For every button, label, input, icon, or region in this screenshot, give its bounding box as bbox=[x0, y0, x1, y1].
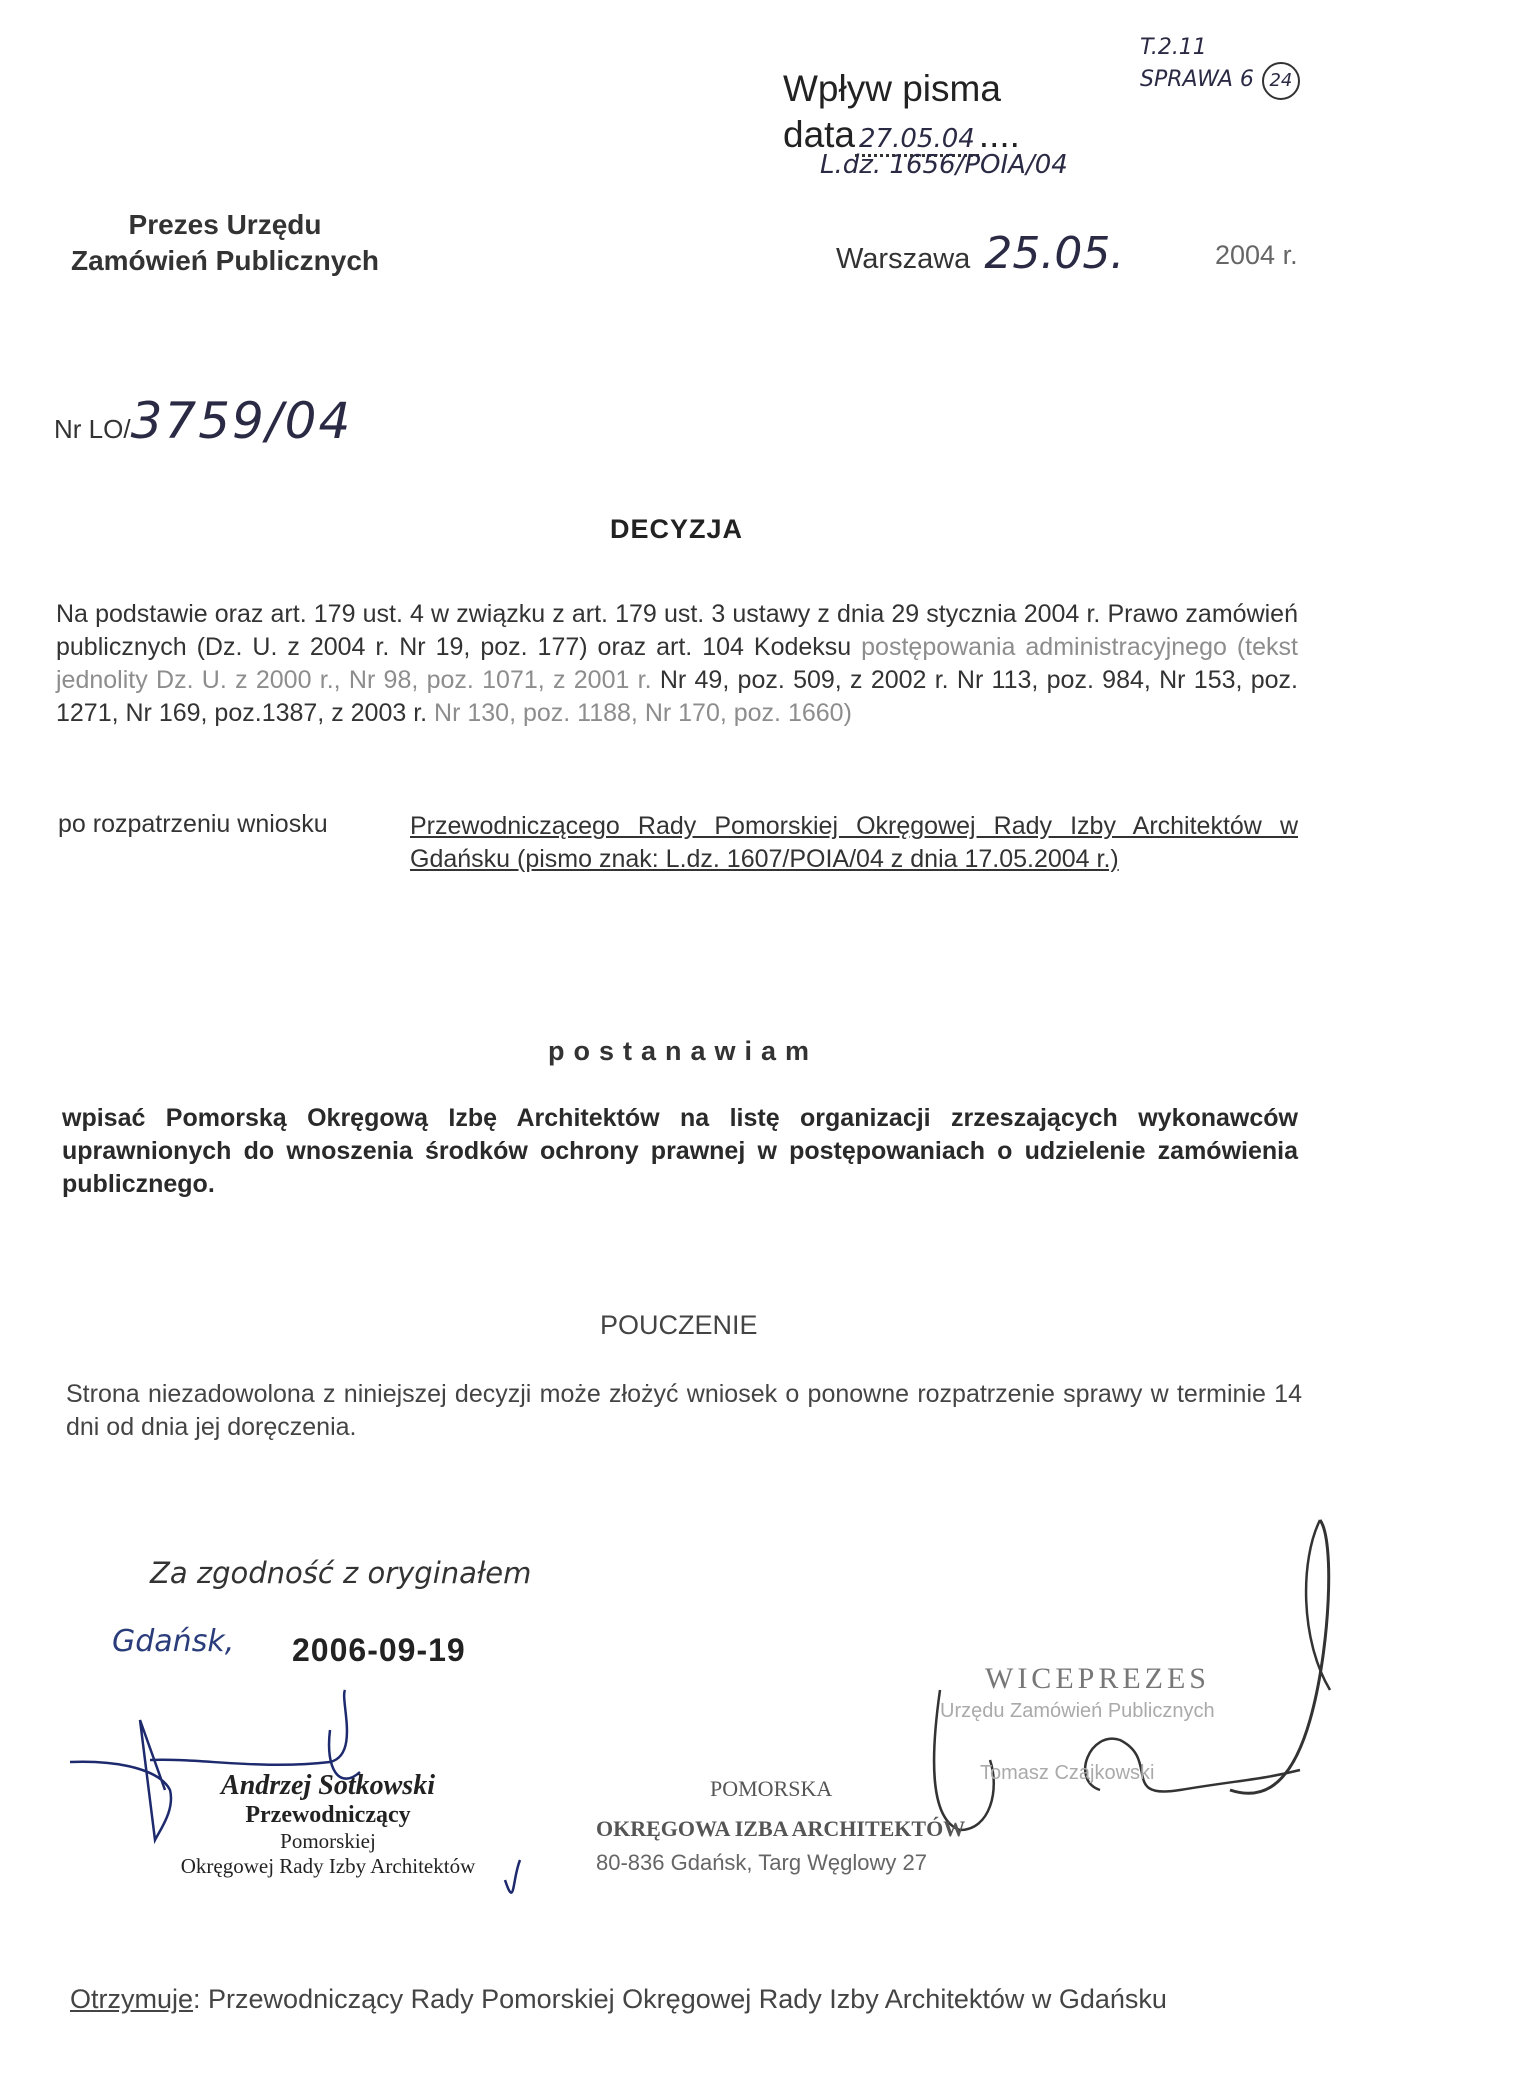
vice-president-stamp-line3: Tomasz Czajkowski bbox=[980, 1762, 1155, 1784]
signatory-role: Przewodniczący bbox=[245, 1802, 411, 1828]
corner-note-line2: SPRAWA 6 bbox=[1140, 67, 1254, 92]
signatory-org-line1: Pomorskiej bbox=[280, 1829, 376, 1853]
org-stamp-address: 80-836 Gdańsk, Targ Węglowy 27 bbox=[596, 1850, 927, 1875]
decision-text: wpisać Pomorską Okręgową Izbę Architektów na listę organizacji zrzeszających wykonawców uprawnionych do wnoszenia środków ochrony prawnej w postępowaniach o udzielenie zamówienia publicznego. bbox=[62, 1104, 1298, 1198]
year: 2004 r. bbox=[1215, 240, 1298, 270]
consideration-lead: po rozpatrzeniu wniosku bbox=[58, 810, 328, 838]
consideration-body: Przewodniczącego Rady Pomorskiej Okręgowej Rady Izby Architektów w Gdańsku (pismo znak: L.dz. 1607/POIA/04 z dnia 17.05.2004 r.) bbox=[410, 812, 1298, 873]
incoming-date-label: data bbox=[783, 114, 856, 155]
signatory-stamp bbox=[148, 1770, 508, 1879]
corner-note-line1: T.2.11 bbox=[1140, 35, 1207, 60]
incoming-date-value: 27.05.04 bbox=[855, 124, 979, 157]
number-handwritten: 3759/04 bbox=[130, 392, 353, 450]
vice-president-stamp: WICEPREZES bbox=[985, 1662, 1210, 1695]
decision-heading: postanawiam bbox=[548, 1036, 819, 1066]
ldz-number: L.dz. 1656/POIA/04 bbox=[820, 150, 1068, 180]
signatory-name: Andrzej Sotkowski bbox=[221, 1770, 435, 1801]
incoming-stamp: Wpływ pisma data 27.05.04 .... bbox=[783, 68, 1020, 155]
authority-line1: Prezes Urzędu bbox=[128, 209, 322, 240]
document-title: DECYZJA bbox=[610, 514, 744, 544]
org-stamp-line2: OKRĘGOWA IZBA ARCHITEKTÓW bbox=[596, 1816, 966, 1841]
certification-place: Gdańsk, bbox=[112, 1624, 235, 1659]
recipient-text: : Przewodniczący Rady Pomorskiej Okręgowej Rady Izby Architektów w Gdańsku bbox=[193, 1984, 1167, 2014]
recipient-label: Otrzymuje bbox=[70, 1984, 194, 2014]
handwritten-date: 25.05. bbox=[984, 228, 1125, 279]
recipient-line bbox=[70, 1984, 1167, 2015]
instruction-text: Strona niezadowolona z niniejszej decyzji może złożyć wniosek o ponowne rozpatrzenie sprawy w terminie 14 dni od dnia jej doręczenia. bbox=[66, 1380, 1302, 1441]
corner-note-circled: 24 bbox=[1262, 62, 1300, 100]
certification-date-stamp: 2006-09-19 bbox=[292, 1632, 466, 1668]
legal-basis-part4: Nr 130, poz. 1188, Nr 170, poz. 1660) bbox=[434, 699, 852, 727]
legal-basis-part3: Nr 49, poz. 509, z 2002 r. Nr 113, poz. 984, Nr 153, poz. 1271, Nr 169, poz.1387, z 2003 r. bbox=[56, 666, 1298, 727]
organization-stamp bbox=[596, 1776, 976, 1876]
number-prefix: Nr LO/ bbox=[54, 414, 131, 444]
city: Warszawa bbox=[836, 243, 971, 275]
signatory-org-line2: Okręgowej Rady Izby Architektów bbox=[180, 1854, 476, 1878]
legal-basis-part1: Na podstawie oraz art. 179 ust. 4 w związku z art. 179 ust. 3 ustawy z dnia 29 stycznia 2004 r. Prawo zamówień publicznych (Dz. U. z 2004 r. Nr 19, poz. 177) oraz art. 104 Kodeksu bbox=[56, 600, 1298, 661]
authority-line2: Zamówień Publicznych bbox=[70, 245, 380, 276]
incoming-stamp-title: Wpływ pisma bbox=[783, 68, 1001, 109]
legal-basis-part2: postępowania administracyjnego (tekst jednolity Dz. U. z 2000 r., Nr 98, poz. 1071, z 2001 r. bbox=[56, 633, 1298, 694]
vice-president-stamp-line2: Urzędu Zamówień Publicznych bbox=[940, 1700, 1215, 1722]
instruction-heading: POUCZENIE bbox=[600, 1310, 758, 1340]
org-stamp-line1: POMORSKA bbox=[710, 1776, 833, 1801]
certification-label: Za zgodność z oryginałem bbox=[150, 1556, 532, 1590]
